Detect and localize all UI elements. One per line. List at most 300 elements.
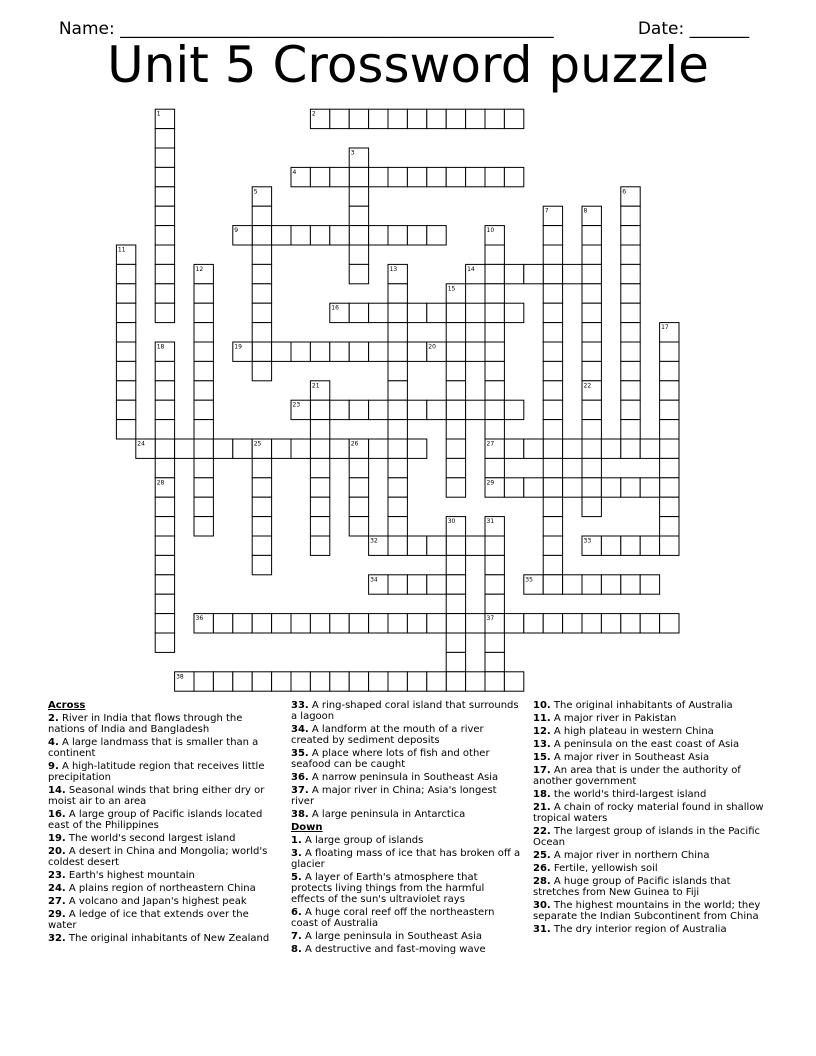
grid-cell[interactable] (155, 226, 174, 245)
grid-cell[interactable] (116, 342, 135, 361)
name-blank[interactable]: ___________________________________________________ (120, 19, 554, 39)
grid-cell[interactable] (116, 420, 135, 439)
grid-cell[interactable] (563, 264, 582, 283)
grid-cell[interactable] (330, 400, 349, 419)
grid-cell[interactable] (349, 226, 368, 245)
grid-cell[interactable] (660, 400, 679, 419)
grid-cell[interactable] (485, 342, 504, 361)
grid-cell[interactable] (485, 167, 504, 186)
grid-cell[interactable] (291, 672, 310, 691)
grid-cell[interactable] (194, 672, 213, 691)
grid-cell[interactable] (466, 109, 485, 128)
grid-cell[interactable] (369, 109, 388, 128)
grid-cell[interactable] (155, 439, 174, 458)
grid-cell[interactable] (252, 226, 271, 245)
grid-cell[interactable] (155, 264, 174, 283)
grid-cell[interactable] (543, 284, 562, 303)
grid-cell[interactable] (310, 458, 329, 477)
grid-cell[interactable] (310, 517, 329, 536)
grid-cell[interactable] (388, 342, 407, 361)
grid-cell[interactable] (660, 497, 679, 516)
grid-cell[interactable] (524, 264, 543, 283)
grid-cell[interactable] (621, 420, 640, 439)
grid-cell[interactable] (543, 361, 562, 380)
grid-cell[interactable] (388, 226, 407, 245)
grid-cell[interactable] (388, 420, 407, 439)
grid-cell[interactable] (582, 497, 601, 516)
grid-cell[interactable] (407, 439, 426, 458)
grid-cell[interactable] (640, 439, 659, 458)
grid-cell[interactable] (155, 303, 174, 322)
grid-cell[interactable] (252, 342, 271, 361)
grid-cell[interactable] (504, 439, 523, 458)
grid-cell[interactable] (194, 458, 213, 477)
grid-cell[interactable] (485, 303, 504, 322)
grid-cell[interactable] (524, 614, 543, 633)
grid-cell[interactable] (310, 439, 329, 458)
grid-cell[interactable] (485, 245, 504, 264)
grid-cell[interactable] (485, 594, 504, 613)
grid-cell[interactable] (563, 575, 582, 594)
grid-cell[interactable] (272, 226, 291, 245)
grid-cell[interactable] (621, 614, 640, 633)
grid-cell[interactable] (349, 517, 368, 536)
grid-cell[interactable] (349, 614, 368, 633)
grid-cell[interactable] (543, 458, 562, 477)
grid-cell[interactable] (310, 672, 329, 691)
grid-cell[interactable] (155, 614, 174, 633)
grid-cell[interactable] (485, 264, 504, 283)
date-blank[interactable]: _______ (689, 19, 750, 39)
grid-cell[interactable] (427, 575, 446, 594)
grid-cell[interactable] (407, 167, 426, 186)
grid-cell[interactable] (621, 575, 640, 594)
grid-cell[interactable] (446, 458, 465, 477)
grid-cell[interactable] (543, 400, 562, 419)
grid-cell[interactable] (543, 439, 562, 458)
grid-cell[interactable] (116, 284, 135, 303)
grid-cell[interactable] (349, 187, 368, 206)
grid-cell[interactable] (660, 478, 679, 497)
grid-cell[interactable] (427, 614, 446, 633)
grid-cell[interactable] (504, 672, 523, 691)
grid-cell[interactable] (660, 420, 679, 439)
grid-cell[interactable] (582, 342, 601, 361)
grid-cell[interactable] (407, 303, 426, 322)
grid-cell[interactable] (349, 478, 368, 497)
grid-cell[interactable] (543, 420, 562, 439)
grid-cell[interactable] (563, 439, 582, 458)
grid-cell[interactable] (330, 109, 349, 128)
grid-cell[interactable] (388, 167, 407, 186)
grid-cell[interactable] (369, 672, 388, 691)
grid-cell[interactable] (388, 439, 407, 458)
grid-cell[interactable] (485, 672, 504, 691)
grid-cell[interactable] (582, 478, 601, 497)
grid-cell[interactable] (446, 342, 465, 361)
grid-cell[interactable] (194, 439, 213, 458)
grid-cell[interactable] (446, 361, 465, 380)
grid-cell[interactable] (524, 439, 543, 458)
grid-cell[interactable] (660, 361, 679, 380)
grid-cell[interactable] (543, 614, 562, 633)
grid-cell[interactable] (582, 439, 601, 458)
grid-cell[interactable] (369, 303, 388, 322)
grid-cell[interactable] (427, 303, 446, 322)
grid-cell[interactable] (621, 361, 640, 380)
grid-cell[interactable] (621, 245, 640, 264)
grid-cell[interactable] (582, 245, 601, 264)
grid-cell[interactable] (466, 614, 485, 633)
grid-cell[interactable] (349, 497, 368, 516)
grid-cell[interactable] (310, 400, 329, 419)
grid-cell[interactable] (427, 672, 446, 691)
grid-cell[interactable] (621, 536, 640, 555)
grid-cell[interactable] (543, 342, 562, 361)
grid-cell[interactable] (660, 381, 679, 400)
grid-cell[interactable] (252, 672, 271, 691)
grid-cell[interactable] (427, 536, 446, 555)
grid-cell[interactable] (485, 536, 504, 555)
grid-cell[interactable] (543, 517, 562, 536)
grid-cell[interactable] (621, 342, 640, 361)
grid-cell[interactable] (310, 478, 329, 497)
grid-cell[interactable] (252, 245, 271, 264)
grid-cell[interactable] (466, 167, 485, 186)
grid-cell[interactable] (252, 536, 271, 555)
grid-cell[interactable] (407, 672, 426, 691)
grid-cell[interactable] (155, 633, 174, 652)
grid-cell[interactable] (543, 303, 562, 322)
grid-cell[interactable] (194, 303, 213, 322)
grid-cell[interactable] (621, 284, 640, 303)
grid-cell[interactable] (504, 478, 523, 497)
grid-cell[interactable] (601, 575, 620, 594)
grid-cell[interactable] (543, 323, 562, 342)
grid-cell[interactable] (582, 226, 601, 245)
grid-cell[interactable] (485, 633, 504, 652)
grid-cell[interactable] (194, 478, 213, 497)
grid-cell[interactable] (504, 303, 523, 322)
grid-cell[interactable] (621, 323, 640, 342)
grid-cell[interactable] (388, 517, 407, 536)
grid-cell[interactable] (388, 109, 407, 128)
grid-cell[interactable] (116, 400, 135, 419)
grid-cell[interactable] (310, 497, 329, 516)
grid-cell[interactable] (485, 381, 504, 400)
grid-cell[interactable] (388, 497, 407, 516)
grid-cell[interactable] (446, 167, 465, 186)
grid-cell[interactable] (621, 264, 640, 283)
grid-cell[interactable] (543, 226, 562, 245)
grid-cell[interactable] (349, 167, 368, 186)
grid-cell[interactable] (407, 342, 426, 361)
grid-cell[interactable] (155, 245, 174, 264)
grid-cell[interactable] (582, 575, 601, 594)
grid-cell[interactable] (621, 226, 640, 245)
grid-cell[interactable] (116, 361, 135, 380)
grid-cell[interactable] (485, 575, 504, 594)
grid-cell[interactable] (155, 187, 174, 206)
grid-cell[interactable] (194, 284, 213, 303)
grid-cell[interactable] (446, 575, 465, 594)
grid-cell[interactable] (485, 284, 504, 303)
grid-cell[interactable] (252, 614, 271, 633)
grid-cell[interactable] (252, 303, 271, 322)
grid-cell[interactable] (252, 458, 271, 477)
grid-cell[interactable] (563, 478, 582, 497)
grid-cell[interactable] (310, 614, 329, 633)
grid-cell[interactable] (116, 264, 135, 283)
grid-cell[interactable] (155, 400, 174, 419)
grid-cell[interactable] (388, 458, 407, 477)
grid-cell[interactable] (369, 342, 388, 361)
grid-cell[interactable] (155, 458, 174, 477)
grid-cell[interactable] (621, 381, 640, 400)
grid-cell[interactable] (446, 381, 465, 400)
grid-cell[interactable] (660, 614, 679, 633)
grid-cell[interactable] (407, 400, 426, 419)
grid-cell[interactable] (330, 614, 349, 633)
grid-cell[interactable] (446, 420, 465, 439)
grid-cell[interactable] (330, 167, 349, 186)
grid-cell[interactable] (175, 439, 194, 458)
grid-cell[interactable] (310, 536, 329, 555)
grid-cell[interactable] (155, 361, 174, 380)
grid-cell[interactable] (485, 109, 504, 128)
grid-cell[interactable] (407, 109, 426, 128)
grid-cell[interactable] (446, 439, 465, 458)
grid-cell[interactable] (427, 400, 446, 419)
grid-cell[interactable] (388, 284, 407, 303)
grid-cell[interactable] (252, 478, 271, 497)
grid-cell[interactable] (310, 167, 329, 186)
grid-cell[interactable] (660, 439, 679, 458)
grid-cell[interactable] (155, 148, 174, 167)
grid-cell[interactable] (427, 226, 446, 245)
grid-cell[interactable] (582, 400, 601, 419)
grid-cell[interactable] (155, 575, 174, 594)
grid-cell[interactable] (233, 614, 252, 633)
grid-cell[interactable] (116, 323, 135, 342)
grid-cell[interactable] (349, 206, 368, 225)
grid-cell[interactable] (233, 672, 252, 691)
grid-cell[interactable] (601, 478, 620, 497)
grid-cell[interactable] (466, 342, 485, 361)
grid-cell[interactable] (504, 400, 523, 419)
grid-cell[interactable] (582, 361, 601, 380)
grid-cell[interactable] (660, 536, 679, 555)
grid-cell[interactable] (194, 517, 213, 536)
grid-cell[interactable] (446, 400, 465, 419)
grid-cell[interactable] (213, 672, 232, 691)
grid-cell[interactable] (349, 109, 368, 128)
grid-cell[interactable] (194, 497, 213, 516)
grid-cell[interactable] (582, 303, 601, 322)
grid-cell[interactable] (427, 167, 446, 186)
grid-cell[interactable] (155, 167, 174, 186)
grid-cell[interactable] (582, 614, 601, 633)
grid-cell[interactable] (466, 400, 485, 419)
grid-cell[interactable] (369, 226, 388, 245)
grid-cell[interactable] (543, 245, 562, 264)
grid-cell[interactable] (116, 381, 135, 400)
grid-cell[interactable] (660, 342, 679, 361)
grid-cell[interactable] (621, 206, 640, 225)
grid-cell[interactable] (466, 303, 485, 322)
grid-cell[interactable] (485, 361, 504, 380)
grid-cell[interactable] (621, 478, 640, 497)
grid-cell[interactable] (116, 303, 135, 322)
grid-cell[interactable] (252, 264, 271, 283)
grid-cell[interactable] (543, 555, 562, 574)
grid-cell[interactable] (155, 381, 174, 400)
grid-cell[interactable] (504, 109, 523, 128)
grid-cell[interactable] (349, 264, 368, 283)
grid-cell[interactable] (485, 652, 504, 671)
grid-cell[interactable] (291, 614, 310, 633)
grid-cell[interactable] (194, 342, 213, 361)
grid-cell[interactable] (330, 672, 349, 691)
grid-cell[interactable] (446, 594, 465, 613)
grid-cell[interactable] (407, 614, 426, 633)
grid-cell[interactable] (601, 536, 620, 555)
grid-cell[interactable] (155, 517, 174, 536)
grid-cell[interactable] (369, 439, 388, 458)
grid-cell[interactable] (369, 167, 388, 186)
grid-cell[interactable] (407, 575, 426, 594)
grid-cell[interactable] (233, 439, 252, 458)
grid-cell[interactable] (543, 575, 562, 594)
grid-cell[interactable] (194, 420, 213, 439)
grid-cell[interactable] (194, 381, 213, 400)
grid-cell[interactable] (388, 536, 407, 555)
grid-cell[interactable] (563, 614, 582, 633)
grid-cell[interactable] (349, 342, 368, 361)
grid-cell[interactable] (446, 478, 465, 497)
grid-cell[interactable] (582, 458, 601, 477)
grid-cell[interactable] (485, 555, 504, 574)
grid-cell[interactable] (310, 420, 329, 439)
grid-cell[interactable] (446, 633, 465, 652)
grid-cell[interactable] (349, 672, 368, 691)
grid-cell[interactable] (155, 536, 174, 555)
grid-cell[interactable] (388, 381, 407, 400)
grid-cell[interactable] (291, 342, 310, 361)
grid-cell[interactable] (582, 420, 601, 439)
grid-cell[interactable] (330, 342, 349, 361)
grid-cell[interactable] (272, 342, 291, 361)
grid-cell[interactable] (485, 458, 504, 477)
grid-cell[interactable] (388, 614, 407, 633)
grid-cell[interactable] (388, 478, 407, 497)
grid-cell[interactable] (252, 284, 271, 303)
grid-cell[interactable] (310, 226, 329, 245)
grid-cell[interactable] (388, 303, 407, 322)
grid-cell[interactable] (485, 400, 504, 419)
grid-cell[interactable] (388, 672, 407, 691)
grid-cell[interactable] (155, 420, 174, 439)
grid-cell[interactable] (310, 342, 329, 361)
grid-cell[interactable] (640, 614, 659, 633)
grid-cell[interactable] (369, 614, 388, 633)
grid-cell[interactable] (446, 536, 465, 555)
grid-cell[interactable] (252, 555, 271, 574)
grid-cell[interactable] (291, 226, 310, 245)
grid-cell[interactable] (660, 517, 679, 536)
grid-cell[interactable] (407, 536, 426, 555)
grid-cell[interactable] (155, 206, 174, 225)
grid-cell[interactable] (213, 439, 232, 458)
grid-cell[interactable] (330, 226, 349, 245)
grid-cell[interactable] (543, 264, 562, 283)
grid-cell[interactable] (621, 303, 640, 322)
grid-cell[interactable] (349, 400, 368, 419)
grid-cell[interactable] (543, 478, 562, 497)
grid-cell[interactable] (466, 672, 485, 691)
grid-cell[interactable] (388, 323, 407, 342)
grid-cell[interactable] (485, 323, 504, 342)
grid-cell[interactable] (524, 478, 543, 497)
grid-cell[interactable] (272, 672, 291, 691)
grid-cell[interactable] (640, 536, 659, 555)
grid-cell[interactable] (446, 323, 465, 342)
grid-cell[interactable] (252, 323, 271, 342)
grid-cell[interactable] (504, 614, 523, 633)
grid-cell[interactable] (194, 323, 213, 342)
grid-cell[interactable] (252, 361, 271, 380)
grid-cell[interactable] (369, 400, 388, 419)
grid-cell[interactable] (272, 614, 291, 633)
grid-cell[interactable] (446, 672, 465, 691)
grid-cell[interactable] (155, 284, 174, 303)
grid-cell[interactable] (349, 458, 368, 477)
grid-cell[interactable] (407, 226, 426, 245)
grid-cell[interactable] (446, 109, 465, 128)
grid-cell[interactable] (640, 575, 659, 594)
grid-cell[interactable] (446, 614, 465, 633)
grid-cell[interactable] (194, 400, 213, 419)
grid-cell[interactable] (388, 575, 407, 594)
grid-cell[interactable] (155, 594, 174, 613)
grid-cell[interactable] (427, 109, 446, 128)
grid-cell[interactable] (446, 555, 465, 574)
grid-cell[interactable] (504, 167, 523, 186)
grid-cell[interactable] (330, 439, 349, 458)
grid-cell[interactable] (252, 206, 271, 225)
grid-cell[interactable] (194, 361, 213, 380)
grid-cell[interactable] (660, 458, 679, 477)
grid-cell[interactable] (485, 420, 504, 439)
grid-cell[interactable] (621, 400, 640, 419)
grid-cell[interactable] (640, 478, 659, 497)
grid-cell[interactable] (504, 264, 523, 283)
grid-cell[interactable] (291, 439, 310, 458)
grid-cell[interactable] (543, 381, 562, 400)
grid-cell[interactable] (388, 400, 407, 419)
grid-cell[interactable] (543, 536, 562, 555)
grid-cell[interactable] (621, 439, 640, 458)
grid-cell[interactable] (349, 245, 368, 264)
grid-cell[interactable] (466, 536, 485, 555)
grid-cell[interactable] (582, 284, 601, 303)
grid-cell[interactable] (446, 303, 465, 322)
grid-cell[interactable] (349, 303, 368, 322)
grid-cell[interactable] (388, 361, 407, 380)
grid-cell[interactable] (252, 517, 271, 536)
grid-cell[interactable] (252, 497, 271, 516)
grid-cell[interactable] (213, 614, 232, 633)
